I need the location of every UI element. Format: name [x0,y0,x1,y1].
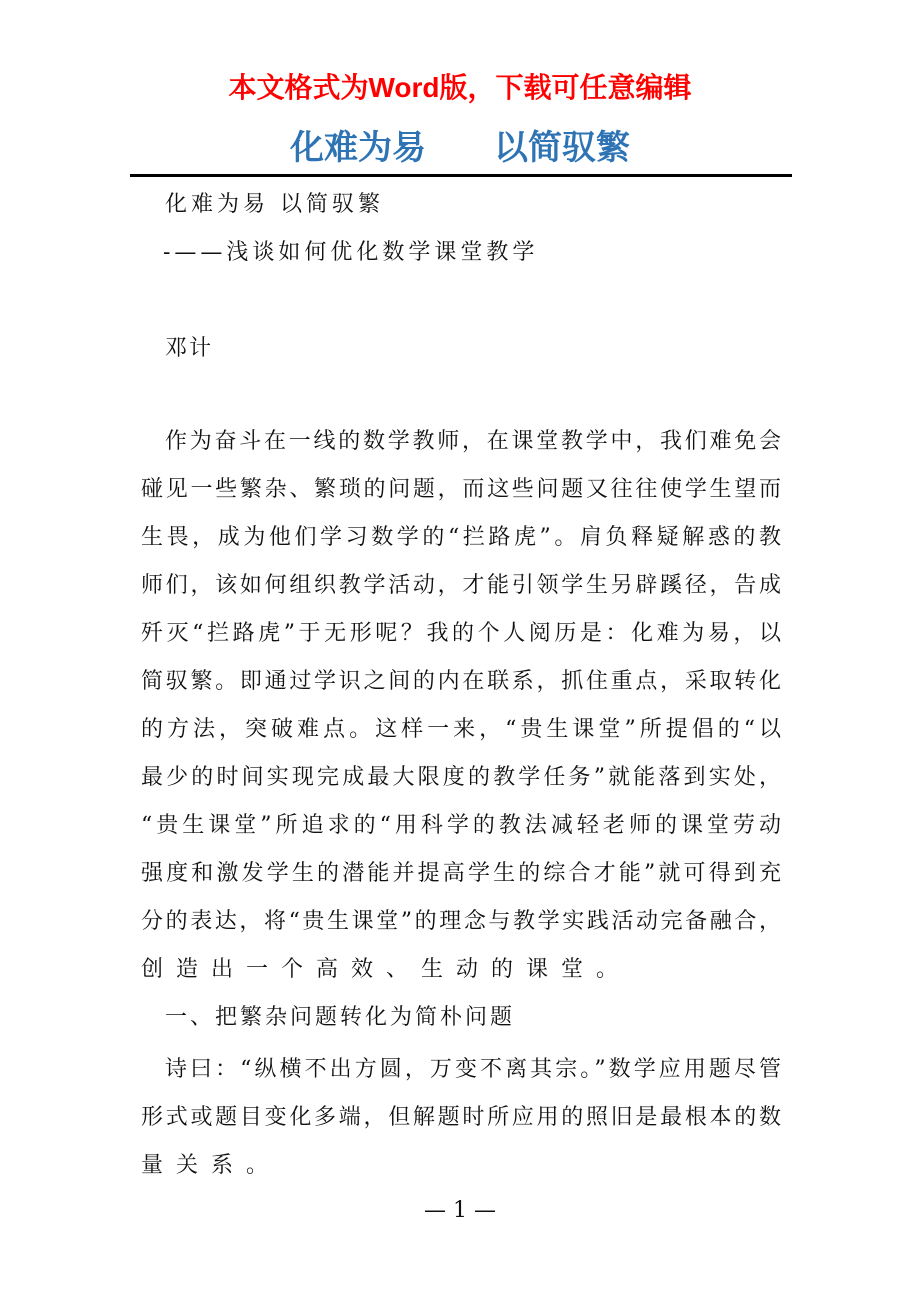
paragraph-line: 生畏，成为他们学习数学的“拦路虎”。肩负释疑解惑的教 [141,525,781,550]
paragraph-line: 分的表达，将“贵生课堂”的理念与教学实践活动完备融合， [141,909,781,934]
paragraph-line: 量关系。 [141,1153,282,1178]
paragraph-line: “贵生课堂”所追求的“用科学的教法减轻老师的课堂劳动 [141,813,781,838]
paragraph-line: 创造出一个高效、生动的课堂。 [141,957,632,982]
paragraph-line: 师们，该如何组织教学活动，才能引领学生另辟蹊径，告成 [141,573,781,598]
document-title: 化难为易 以简驭繁 [290,129,630,167]
paragraph-line: 歼灭“拦路虎”于无形呢？我的个人阅历是：化难为易，以 [141,621,781,646]
header-divider [130,174,792,177]
paragraph-line: 诗曰：“纵横不出方圆，万变不离其宗。”数学应用题尽管 [165,1057,781,1082]
subtitle: -——浅谈如何优化数学课堂教学 [163,240,539,265]
paragraph-line: 作为奋斗在一线的数学教师，在课堂教学中，我们难免会 [165,429,781,454]
paragraph-line: 形式或题目变化多端，但解题时所应用的照旧是最根本的数 [141,1105,781,1130]
author: 邓计 [165,336,214,361]
page-number: — 1 — [424,1198,496,1223]
section-heading: 一、把繁杂问题转化为简朴问题 [165,1005,516,1030]
paragraph-line: 简驭繁。即通过学识之间的内在联系，抓住重点，采取转化 [141,669,781,694]
paragraph-line: 强度和激发学生的潜能并提高学生的综合才能”就可得到充 [141,861,781,886]
word-format-notice: 本文格式为Word版，下载可任意编辑 [228,72,692,103]
title-line: 化难为易 以简驭繁 [165,192,384,217]
paragraph-line: 的方法，突破难点。这样一来，“贵生课堂”所提倡的“以 [141,717,781,742]
paragraph-line: 最少的时间实现完成最大限度的教学任务”就能落到实处， [141,765,781,790]
paragraph-line: 碰见一些繁杂、繁琐的问题，而这些问题又往往使学生望而 [141,477,781,502]
